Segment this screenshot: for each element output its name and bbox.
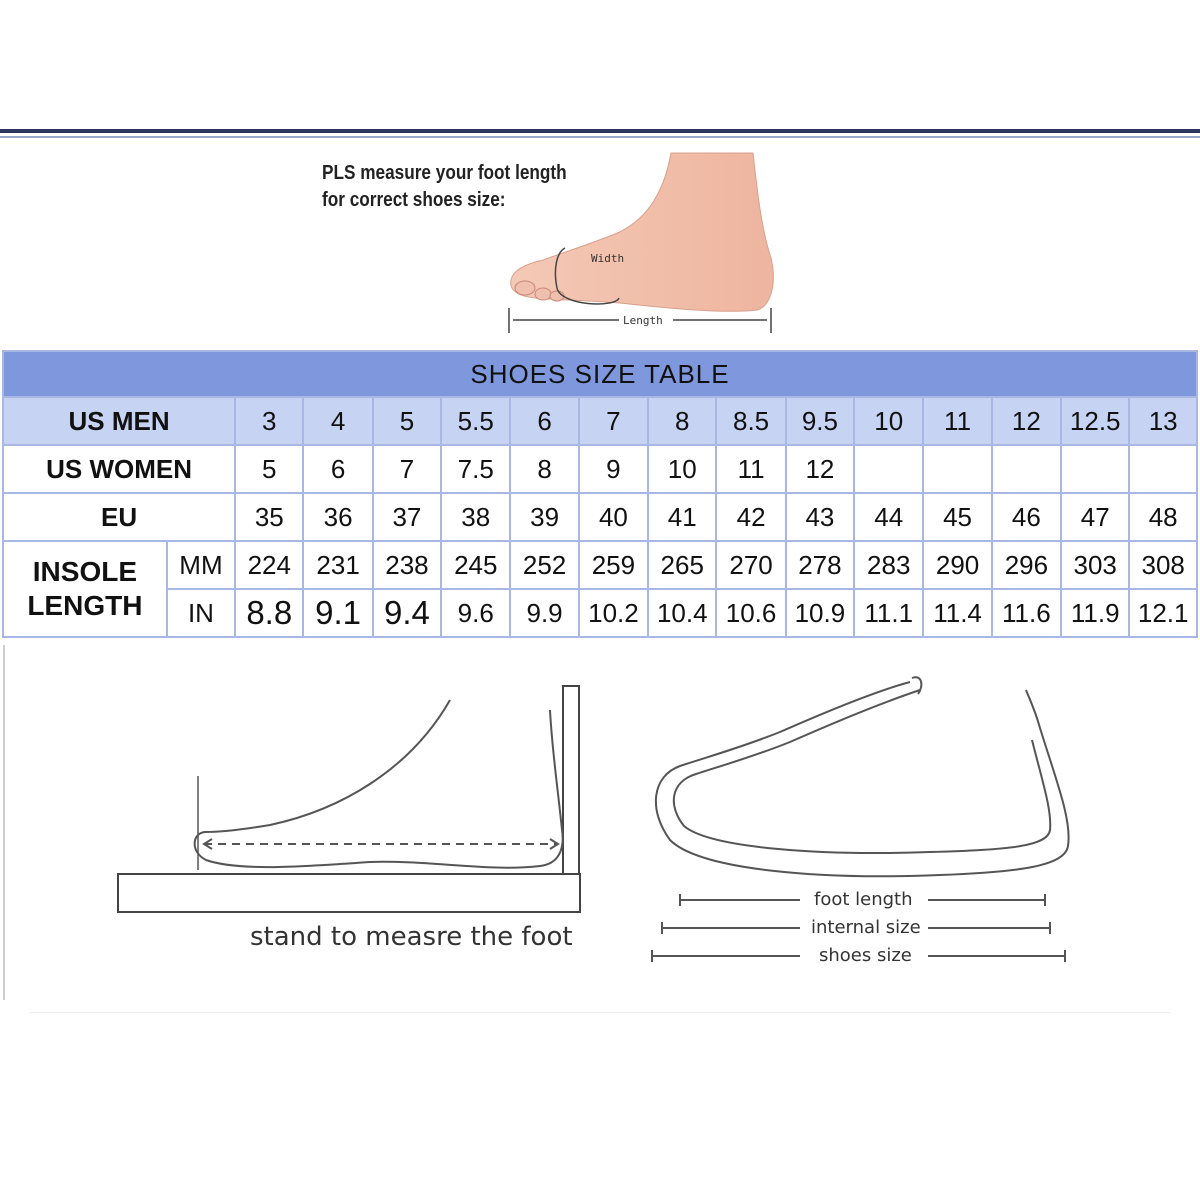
eu-cell: 48: [1129, 493, 1197, 541]
mm-cell: 259: [579, 541, 648, 589]
inch-cell: 11.1: [854, 589, 923, 637]
mm-cell: 238: [373, 541, 441, 589]
eu-cell: 41: [648, 493, 716, 541]
eu-cell: 42: [716, 493, 785, 541]
us-women-cell: 9: [579, 445, 648, 493]
insole-label-line2: LENGTH: [27, 590, 143, 621]
measure-note-line2: for correct shoes size:: [322, 189, 506, 211]
in-unit-label: IN: [167, 589, 235, 637]
inch-cell: 10.9: [786, 589, 854, 637]
inch-cell: 8.8: [235, 589, 303, 637]
us-men-cell: 8.5: [716, 397, 785, 445]
foot-length-label: foot length: [814, 889, 913, 910]
eu-cell: 39: [510, 493, 578, 541]
us-women-cell: [1061, 445, 1129, 493]
us-men-cell: 9.5: [786, 397, 854, 445]
mm-cell: 231: [303, 541, 372, 589]
us-women-cell: 7: [373, 445, 441, 493]
left-border-line: [3, 645, 5, 1000]
inch-cell: 9.4: [373, 589, 441, 637]
size-table: [2, 350, 1198, 638]
insole-in-row: [3, 589, 1197, 637]
eu-label: EU: [3, 493, 235, 541]
us-women-cell: 8: [510, 445, 578, 493]
inch-cell: 12.1: [1129, 589, 1197, 637]
us-men-label: US MEN: [3, 397, 235, 445]
mm-cell: 224: [235, 541, 303, 589]
mm-cell: 290: [923, 541, 991, 589]
eu-cell: 47: [1061, 493, 1129, 541]
mm-cell: 308: [1129, 541, 1197, 589]
mm-cell: 265: [648, 541, 716, 589]
us-women-cell: 10: [648, 445, 716, 493]
eu-cell: 37: [373, 493, 441, 541]
inch-cell: 9.6: [441, 589, 510, 637]
us-men-cell: 12: [992, 397, 1061, 445]
us-men-cell: 5.5: [441, 397, 510, 445]
insole-length-label: [3, 541, 167, 637]
eu-row: [3, 493, 1197, 541]
mm-cell: 296: [992, 541, 1061, 589]
us-women-cell: 5: [235, 445, 303, 493]
inch-cell: 11.9: [1061, 589, 1129, 637]
us-men-cell: 12.5: [1061, 397, 1129, 445]
internal-size-label: internal size: [811, 917, 921, 938]
stand-measure-illustration: [110, 680, 590, 920]
inch-cell: 10.2: [579, 589, 648, 637]
us-men-cell: 3: [235, 397, 303, 445]
eu-cell: 43: [786, 493, 854, 541]
eu-cell: 36: [303, 493, 372, 541]
insole-mm-row: [3, 541, 1197, 589]
inch-cell: 10.4: [648, 589, 716, 637]
us-women-label: US WOMEN: [3, 445, 235, 493]
us-women-cell: [923, 445, 991, 493]
shoes-size-label: shoes size: [819, 945, 912, 966]
us-women-cell: 7.5: [441, 445, 510, 493]
us-women-cell: [992, 445, 1061, 493]
us-women-cell: 11: [716, 445, 785, 493]
us-women-cell: [1129, 445, 1197, 493]
mm-cell: 245: [441, 541, 510, 589]
insole-label-line1: INSOLE: [32, 556, 137, 587]
bottom-divider: [30, 1012, 1170, 1013]
us-men-row: [3, 397, 1197, 445]
us-men-cell: 6: [510, 397, 578, 445]
inch-cell: 11.6: [992, 589, 1061, 637]
inch-cell: 10.6: [716, 589, 785, 637]
table-title-row: [3, 351, 1197, 397]
us-men-cell: 4: [303, 397, 372, 445]
stand-caption: stand to measre the foot: [250, 922, 573, 952]
eu-cell: 44: [854, 493, 923, 541]
mm-cell: 252: [510, 541, 578, 589]
us-men-cell: 7: [579, 397, 648, 445]
top-divider: [0, 129, 1200, 133]
us-men-cell: 13: [1129, 397, 1197, 445]
eu-cell: 38: [441, 493, 510, 541]
table-title: SHOES SIZE TABLE: [3, 351, 1197, 397]
foot-measure-illustration: [495, 148, 785, 338]
us-men-cell: 10: [854, 397, 923, 445]
eu-cell: 45: [923, 493, 991, 541]
mm-cell: 270: [716, 541, 785, 589]
width-label: Width: [591, 252, 625, 265]
inch-cell: 11.4: [923, 589, 991, 637]
mm-unit-label: MM: [167, 541, 235, 589]
us-women-cell: [854, 445, 923, 493]
top-divider-thin: [0, 136, 1200, 138]
eu-cell: 46: [992, 493, 1061, 541]
us-women-cell: 6: [303, 445, 372, 493]
us-men-cell: 11: [923, 397, 991, 445]
eu-cell: 40: [579, 493, 648, 541]
us-men-cell: 8: [648, 397, 716, 445]
us-women-cell: 12: [786, 445, 854, 493]
inch-cell: 9.9: [510, 589, 578, 637]
mm-cell: 283: [854, 541, 923, 589]
measure-note-line1: PLS measure your foot length: [322, 162, 567, 184]
length-label: Length: [623, 314, 663, 327]
us-men-cell: 5: [373, 397, 441, 445]
inch-cell: 9.1: [303, 589, 372, 637]
us-women-row: [3, 445, 1197, 493]
eu-cell: 35: [235, 493, 303, 541]
mm-cell: 303: [1061, 541, 1129, 589]
mm-cell: 278: [786, 541, 854, 589]
